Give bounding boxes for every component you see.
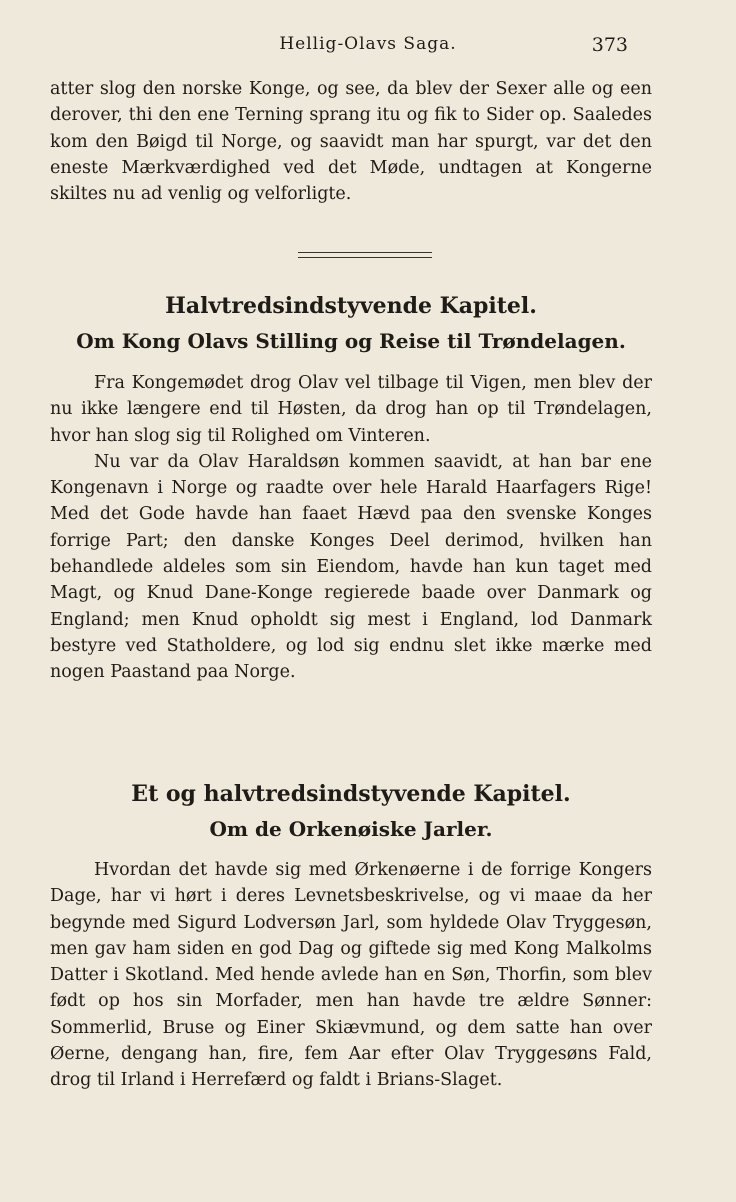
page-number: 373 <box>591 34 628 56</box>
chapter-heading: Et og halvtredsindstyvende Kapitel. <box>131 781 571 807</box>
intro-text <box>50 76 652 207</box>
chapter-heading: Halvtredsindstyvende Kapitel. <box>165 293 537 319</box>
chapter-subtitle: Om Kong Olavs Stilling og Reise til Trøndelagen. <box>76 329 626 353</box>
chapter-1-body <box>50 370 652 686</box>
paragraph: Nu var da Olav Haraldsøn kommen saavidt, at han bar ene Kongenavn i Norge og raadte over hele Harald Haarfagers Rige! Med det Gode havde han faaet Hævd paa den svenske Konges forrige Part; den danske Konges Deel derimod, hvilken han behandlede aldeles som sin Eiendom, havde han kun taget med Magt, og Knud Dane-Konge regierede baade over Danmark og England; men Knud opholdt sig mest i England, lod Danmark bestyre ved Statholdere, og lod sig endnu slet ikke mærke med nogen Paastand paa Norge. <box>50 451 652 683</box>
intro-paragraph: atter slog den norske Konge, og see, da blev der Sexer alle og een derover, thi den ene Terning sprang itu og fik to Sider op. Saaledes kom den Bøigd til Norge, og saavidt man har spurgt, var det den eneste Mærkværdighed ved det Møde, undtagen at Kongerne skiltes nu ad venlig og velforligte. <box>50 79 652 205</box>
paragraph: Hvordan det havde sig med Ørkenøerne i de forrige Kongers Dage, har vi hørt i deres Levnetsbeskrivelse, og vi maae da her begynde med Sigurd Lodversøn Jarl, som hyldede Olav Tryggesøn, men gav ham siden en god Dag og giftede sig med Kong Malkolms Datter i Skotland. Med hende avlede han en Søn, Thorfin, som blev født op hos sin Morfader, men han havde tre ældre Sønner: Sommerlid, Bruse og Einer Skiævmund, og dem satte han over Øerne, dengang han, fire, fem Aar efter Olav Tryggesøns Fald, drog til Irland i Herrefærd og faldt i Brians-Slaget. <box>50 860 652 1091</box>
paragraph: Fra Kongemødet drog Olav vel tilbage til Vigen, men blev der nu ikke længere end til Høsten, da drog han op til Trøndelagen, hvor han slog sig til Rolighed om Vinteren. <box>50 373 652 446</box>
running-header <box>0 34 736 58</box>
chapter-subtitle: Om de Orkenøiske Jarler. <box>209 817 493 841</box>
section-divider <box>298 252 432 258</box>
chapter-2-body <box>50 857 652 1094</box>
running-title: Hellig-Olavs Saga. <box>279 34 457 54</box>
